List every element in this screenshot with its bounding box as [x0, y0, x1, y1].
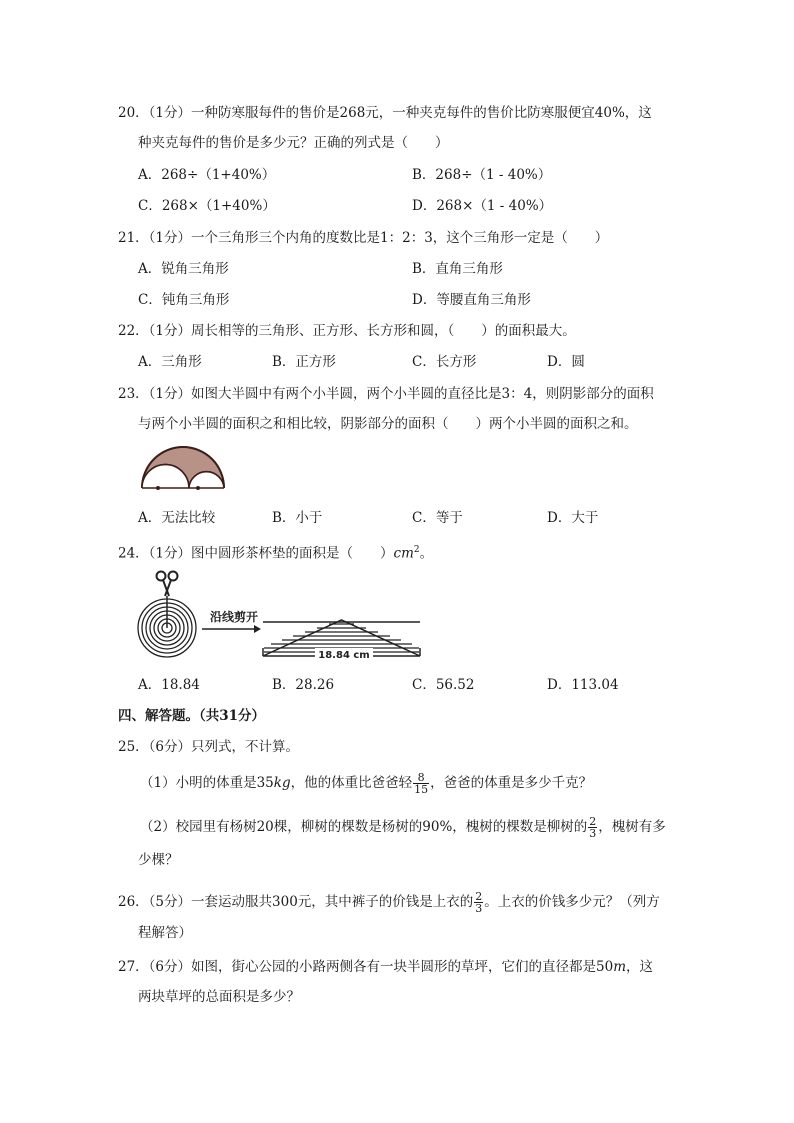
- q21-option-b[interactable]: B．直角三角形: [412, 261, 503, 277]
- q25-line1: 25．（6分）只列式，不计算。: [118, 739, 300, 755]
- q22-option-a[interactable]: A．三角形: [138, 354, 202, 370]
- q25-sub1-text-b: ，他的体重比爸爸轻: [290, 775, 413, 791]
- arrow-label: 沿线剪开: [210, 610, 259, 624]
- q21-option-a[interactable]: A．锐角三角形: [138, 261, 229, 277]
- q26-fraction: [474, 891, 483, 914]
- q25-sub1-text-c: ，爸爸的体重是多少千克？: [430, 775, 593, 791]
- fraction-denominator: 3: [475, 902, 483, 915]
- concentric-coaster: [138, 596, 196, 657]
- semicircle-figure: [138, 440, 226, 494]
- q24-option-d[interactable]: D．113.04: [547, 677, 619, 693]
- q25-sub2-text-b: ，槐树有多: [598, 819, 666, 835]
- q23-line1: 23．（1分）如图大半圆中有两个小半圆，两个小半圆的直径比是3：4，则阴影部分的面积: [118, 386, 654, 402]
- q25-sub1-fraction: [413, 772, 429, 795]
- q25-sub2: [140, 816, 666, 839]
- q27-line2: 两块草坪的总面积是多少？: [138, 989, 300, 1005]
- q20-line1: 20．（1分）一种防寒服每件的售价是268元，一种夹克每件的售价比防寒服便宜40%，这: [118, 105, 652, 121]
- base-length-label: 18.84 cm: [318, 650, 370, 661]
- q20-option-d[interactable]: D．268×（1 - 40%）: [412, 198, 553, 214]
- fraction-numerator: 2: [475, 890, 483, 903]
- q20-option-a[interactable]: A．268÷（1+40%）: [138, 167, 276, 183]
- q26-text-a: 26．（5分）一套运动服共300元，其中裤子的价钱是上衣的: [118, 894, 474, 910]
- q24-unit-exponent: 2: [413, 545, 420, 555]
- q25-sub1-unit: kg: [273, 775, 291, 791]
- fraction-numerator: 8: [413, 772, 429, 784]
- q24-option-a[interactable]: A．18.84: [138, 677, 200, 693]
- q21-line1: 21．（1分）一个三角形三个内角的度数比是1：2：3，这个三角形一定是（ ）: [118, 230, 609, 246]
- q20-option-c[interactable]: C．268×（1+40%）: [138, 198, 276, 214]
- q25-sub2-line2: 少棵？: [138, 852, 179, 868]
- q27-unit: m: [613, 959, 627, 975]
- coaster-figure: [130, 568, 430, 664]
- q25-sub1: [140, 772, 592, 795]
- q21-option-c[interactable]: C．钝角三角形: [138, 292, 230, 308]
- q27-text-b: ，这: [626, 959, 654, 975]
- section-4-title: 四、解答题。（共31分）: [118, 708, 266, 724]
- q23-option-a[interactable]: A．无法比较: [138, 510, 216, 526]
- q24-option-b[interactable]: B．28.26: [272, 677, 335, 693]
- q23-line2: 与两个小半圆的面积之和相比较，阴影部分的面积（ ）两个小半圆的面积之和。: [138, 416, 638, 432]
- arrow-icon: [202, 625, 261, 633]
- q25-sub2-text-a: （2）校园里有杨树20棵，柳树的棵数是杨树的90%，槐树的棵数是柳树的: [140, 819, 588, 835]
- q24-unit: cm: [393, 545, 414, 562]
- q21-option-d[interactable]: D．等腰直角三角形: [412, 292, 531, 308]
- q23-option-b[interactable]: B．小于: [272, 510, 323, 526]
- q27-text-a: 27．（6分）如图，街心公园的小路两侧各有一块半圆形的草坪，它们的直径都是50: [118, 959, 614, 975]
- q20-option-b[interactable]: B．268÷（1 - 40%）: [412, 167, 552, 183]
- fraction-numerator: 2: [589, 815, 597, 828]
- q22-option-d[interactable]: D．圆: [547, 354, 585, 370]
- q20-line2: 种夹克每件的售价是多少元？正确的列式是（ ）: [138, 135, 449, 151]
- q22-line1: 22．（1分）周长相等的三角形、正方形、长方形和圆，（ ）的面积最大。: [118, 323, 576, 339]
- q24-text: 24．（1分）图中圆形茶杯垫的面积是（ ）: [118, 545, 394, 562]
- q25-sub1-text-a: （1）小明的体重是35: [140, 775, 274, 791]
- q22-option-c[interactable]: C．长方形: [412, 354, 477, 370]
- q25-sub2-fraction: [588, 816, 597, 839]
- fraction-denominator: 15: [414, 783, 429, 796]
- q23-option-c[interactable]: C．等于: [412, 510, 463, 526]
- right-center-dot: [196, 486, 200, 490]
- q24-end: 。: [419, 545, 434, 562]
- q26-line2: 程解答）: [138, 925, 192, 941]
- q26-text-b: 。上衣的价钱多少元？（列方: [484, 894, 660, 910]
- scissors-icon: [157, 572, 178, 597]
- q22-option-b[interactable]: B．正方形: [272, 354, 336, 370]
- q23-option-d[interactable]: D．大于: [547, 510, 599, 526]
- fraction-denominator: 3: [589, 827, 597, 840]
- q26-line1: [118, 891, 660, 914]
- q27-line1: [118, 958, 653, 976]
- q24-line1: [118, 541, 433, 563]
- q24-option-c[interactable]: C．56.52: [412, 677, 475, 693]
- left-center-dot: [156, 486, 160, 490]
